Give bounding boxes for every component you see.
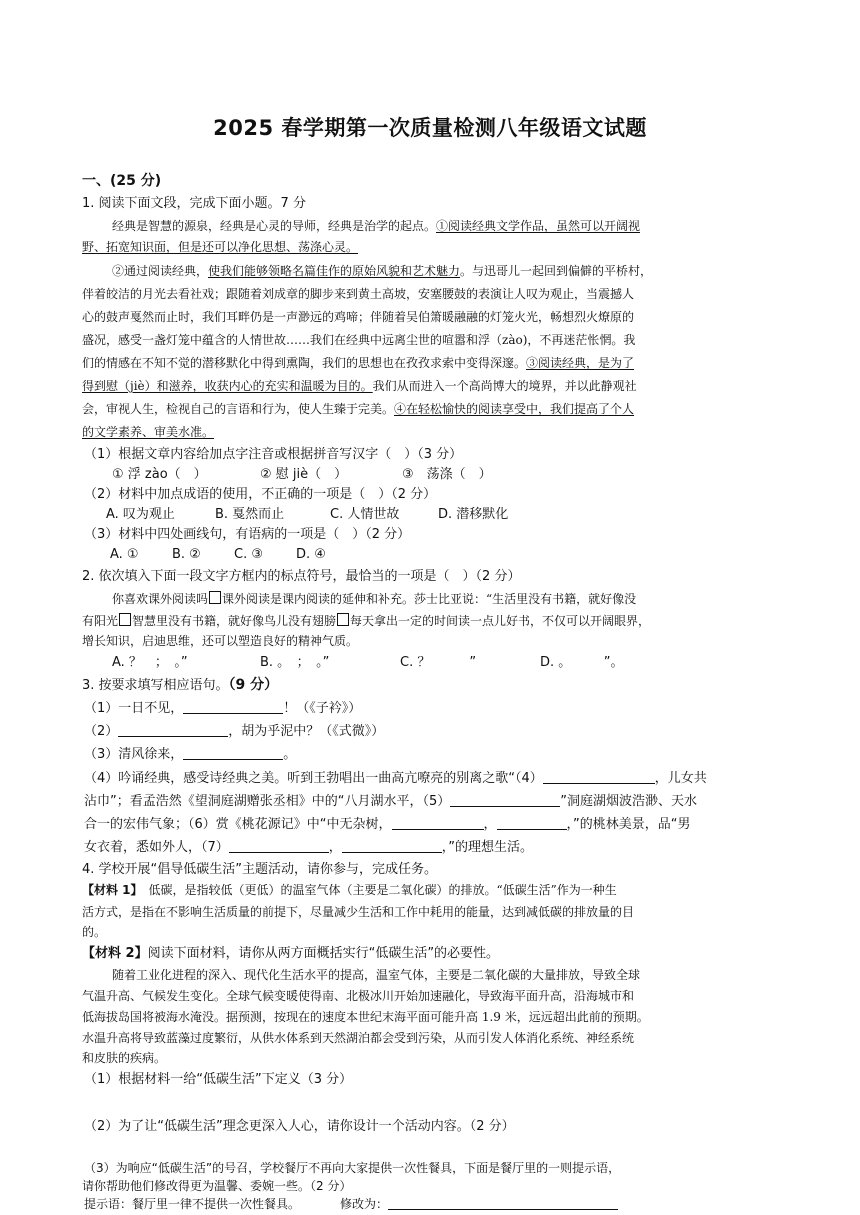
q1-sub1: （1）根据文章内容给加点字注音或根据拼音写汉字（ ）（3 分）: [84, 447, 463, 462]
q3-item-1: [84, 701, 361, 715]
q2-passage-text: 你喜欢课外阅读吗: [112, 592, 209, 606]
q1-passage-line: [82, 403, 634, 415]
q1-passage-line: 心的鼓声戛然而止时，我们耳畔仍是一声渺远的鸡啼；伴随着吴伯箫暖融融的灯笼火光，畅想烈火燎原的: [82, 310, 635, 324]
answer-blank[interactable]: [392, 817, 484, 830]
q4-revise-label: 修改为：: [340, 1197, 389, 1211]
answer-blank[interactable]: [118, 724, 228, 737]
q1-sub1-option: ③ 荡涤（ ）: [402, 467, 492, 482]
q4-sub3: （3）为响应“低碳生活”的号召，学校餐厅不再向大家提供一次性餐具，下面是餐厅里的一则提示语，: [84, 1161, 621, 1175]
q3-text: ，”的理想生活。: [441, 840, 534, 855]
answer-blank[interactable]: [342, 840, 442, 853]
q3-text: ”洞庭湖烟波浩渺、天水: [560, 794, 697, 809]
revise-answer-blank[interactable]: [388, 1197, 618, 1210]
q1-passage-text: 会，审视人生，检视自己的言语和行为，使人生臻于完美。: [82, 402, 395, 416]
q3-text: 沾巾”；看孟浩然《望洞庭湖赠张丞相》中的“八月湖水平，（5）: [84, 794, 451, 809]
q4-material-2-line: 随着工业化进程的深入、现代化生活水平的提高，温室气体，主要是二氧化碳的大量排放，导致全球: [112, 968, 641, 982]
q1-sub2-option-a: A. 叹为观止: [106, 507, 175, 522]
q4-material-1-line: 活方式，是指在不影响生活质量的前提下，尽量减少生活和工作中耗用的能量，达到减低碳的排放量的目: [82, 905, 635, 919]
answer-blank[interactable]: [183, 747, 283, 760]
q1-passage-line: [112, 220, 640, 232]
q1-underlined-sentence-4-cont: 的文学素养、审美水准。: [82, 425, 215, 439]
q1-sub1-option: ① 浮 zào（ ）: [112, 467, 207, 482]
q3-text: （2）: [84, 724, 119, 739]
q1-sub2: （2）材料中加点成语的使用，不正确的一项是（ ）（2 分）: [84, 487, 437, 502]
q1-underlined-sentence-4: ④在轻松愉快的阅读享受中，我们提高了个人: [394, 402, 635, 416]
q3-score: （9 分）: [228, 677, 279, 693]
punctuation-box: [209, 591, 221, 604]
q1-sub3-option-c: C. ③: [234, 547, 263, 562]
q2-passage-line: [112, 591, 636, 605]
q1-passage-text: 我们从而进入一个高尚博大的境界，并以此静观社: [372, 379, 637, 393]
q1-passage-line: [82, 380, 637, 392]
q3-text: ，: [328, 840, 342, 855]
q3-text: （1）一日不见，: [84, 701, 184, 716]
q4-material-1-line: 的。: [82, 925, 107, 939]
q3-text: 女衣着，悉如外人，（7）: [84, 840, 229, 855]
q2-passage-text: 有阳光: [82, 614, 119, 628]
q1-passage-text: 们的情感在不知不觉的潜移默化中得到熏陶，我们的思想也在孜孜求索中变得深邃。: [82, 356, 527, 370]
q4-material-2-line: [82, 947, 499, 960]
q1-sub3-option-d: D. ④: [296, 547, 326, 562]
q4-sub3-cont: 请你帮助他们修改得更为温馨、委婉一些。（2 分）: [82, 1179, 352, 1193]
q1-sub3-option-b: B. ②: [172, 547, 201, 562]
q3-text: ，胡为乎泥中？（《式微》）: [228, 724, 385, 739]
answer-blank[interactable]: [229, 840, 329, 853]
material-1-label: 【材料 1】: [82, 883, 137, 897]
q2-passage-text: 智慧里没有书籍，就好像鸟儿没有翅膀: [132, 614, 337, 628]
q3-text: ，: [483, 817, 497, 832]
q4-sub2: （2）为了让“低碳生活”理念更深入人心，请你设计一个活动内容。（2 分）: [84, 1119, 515, 1134]
q3-text: 。: [283, 747, 297, 762]
q2-passage-line: [82, 613, 650, 627]
q1-stem: 1. 阅读下面文段，完成下面小题。7 分: [82, 196, 306, 211]
q1-passage-line: 盛况，感受一盏灯笼中蕴含的人情世故……我们在经典中远离尘世的喧嚣和浮（zào)，不再迷茫怅惘。我: [82, 333, 636, 347]
punctuation-box: [337, 613, 349, 626]
q3-text: ！（《子衿》）: [283, 701, 362, 716]
q4-material-text: 低碳，是指较低（更低）的温室气体（主要是二氧化碳）的排放。“低碳生活”作为一种生: [136, 883, 617, 897]
q1-sub2-option-d: D. 潜移默化: [438, 507, 509, 522]
answer-blank[interactable]: [450, 794, 560, 807]
q1-sub3-option-a: A. ①: [110, 547, 139, 562]
q2-passage-line: 增长知识，启迪思维，还可以塑造良好的精神气质。: [82, 634, 359, 648]
q2-option-a: A. ？ ； 。”: [112, 655, 188, 670]
q4-material-2-line: 气温升高、气候发生变化。全球气候变暖使得南、北极冰川开始加速融化，导致海平面升高，沿海城市和: [82, 989, 635, 1003]
q2-option-d: D. 。 ”。: [540, 655, 624, 670]
q4-tip: 提示语：餐厅里一律不提供一次性餐具。: [84, 1197, 301, 1211]
q4-material-2-line: 低海拔岛国将被海水淹没。据预测，按现在的速度本世纪末海平面可能升高 1.9 米，远远超出此前的预期。: [82, 1010, 649, 1024]
q3-text: （4）吟诵经典，感受诗经典之美。听到王勃唱出一曲高亢嘹亮的别离之歌“（4）: [84, 771, 543, 786]
q1-passage-text: 。与迅哥儿一起回到偏僻的平桥村，: [460, 264, 653, 278]
q3-text: ，”的桃林美景，品“男: [566, 817, 691, 832]
q1-underlined-sentence-3: ③阅读经典，是为了: [526, 356, 635, 370]
q4-stem: 4. 学校开展“倡导低碳生活”主题活动，请你参与，完成任务。: [82, 862, 438, 877]
q1-underlined-sentence-1: ①阅读经典文学作品，虽然可以开阔视: [436, 219, 641, 233]
answer-blank[interactable]: [497, 817, 567, 830]
q4-material-text: 阅读下面材料，请你从两方面概括实行“低碳生活”的必要性。: [147, 946, 500, 961]
q3-stem-text: 3. 按要求填写相应语句。: [82, 678, 229, 693]
q3-item-4: [84, 771, 707, 785]
q1-sub1-option: ② 慰 jiè（ ）: [260, 467, 348, 482]
q3-item-2: [84, 724, 384, 738]
answer-blank[interactable]: [543, 771, 655, 784]
q4-material-2-line: 水温升高将导致蓝藻过度繁衍，从供水体系到天然湖泊都会受到污染，从而引发人体消化系统、神经系统: [82, 1031, 635, 1045]
material-2-label: 【材料 2】: [82, 946, 148, 961]
q2-option-b: B. 。 ； 。”: [260, 655, 330, 670]
section-1-heading: 一、(25 分): [82, 173, 162, 189]
q3-item-5: [84, 794, 697, 808]
q3-item-6: [84, 817, 691, 831]
q1-sub2-option-b: B. 戛然而止: [215, 507, 285, 522]
q4-tip-and-revise: [84, 1197, 618, 1210]
q1-passage-line: [112, 265, 652, 277]
q2-stem: 2. 依次填入下面一段文字方框内的标点符号，最恰当的一项是（ ）（2 分）: [82, 569, 521, 584]
q3-item-3: [84, 747, 296, 761]
q1-passage-line: 伴着皎洁的月光去看社戏；跟随着刘成章的脚步来到黄土高坡，安塞腰鼓的表演让人叹为观止，当震撼人: [82, 287, 635, 301]
q1-underlined-sentence-3-cont: 得到慰（jiè）和滋养，收获内心的充实和温暖为目的。: [82, 379, 373, 393]
q1-underlined-sentence-2-label: ②通过阅读经典，: [112, 264, 209, 278]
q1-passage-line: [82, 357, 634, 369]
q1-sub3: （3）材料中四处画线句，有语病的一项是（ ）（2 分）: [84, 527, 411, 542]
q3-item-7: [84, 840, 533, 854]
q1-underlined-sentence-1-cont: 野、拓宽知识面，但是还可以净化思想、荡涤心灵。: [82, 240, 359, 254]
q1-passage-text: 经典是智慧的源泉，经典是心灵的导师，经典是治学的起点。: [112, 219, 437, 233]
punctuation-box: [119, 613, 131, 626]
q4-sub1: （1）根据材料一给“低碳生活”下定义（3 分）: [84, 1072, 353, 1087]
exam-title: 2025 春学期第一次质量检测八年级语文试题: [213, 116, 647, 140]
q4-material-2-line: 和皮肤的疾病。: [82, 1051, 167, 1065]
q3-text: 合一的宏伟气象；（6）赏《桃花源记》中“中无杂树，: [84, 817, 392, 832]
q4-material-1-line: [82, 884, 617, 896]
q3-text: ，儿女共: [654, 771, 707, 786]
q1-sub2-option-c: C. 人情世故: [330, 507, 400, 522]
q3-text: （3）清风徐来，: [84, 747, 184, 762]
q2-passage-text: 每天拿出一定的时间读一点儿好书，不仅可以开阔眼界，: [350, 614, 651, 628]
q3-stem: [82, 678, 278, 692]
q2-option-c: C. ？ ”: [400, 655, 477, 670]
answer-blank[interactable]: [183, 701, 283, 714]
q2-passage-text: 课外阅读是课内阅读的延伸和补充。莎士比亚说：“生活里没有书籍，就好像没: [222, 592, 637, 606]
q1-underlined-sentence-2: 使我们能够领略名篇佳作的原始风貌和艺术魅力: [208, 264, 461, 278]
